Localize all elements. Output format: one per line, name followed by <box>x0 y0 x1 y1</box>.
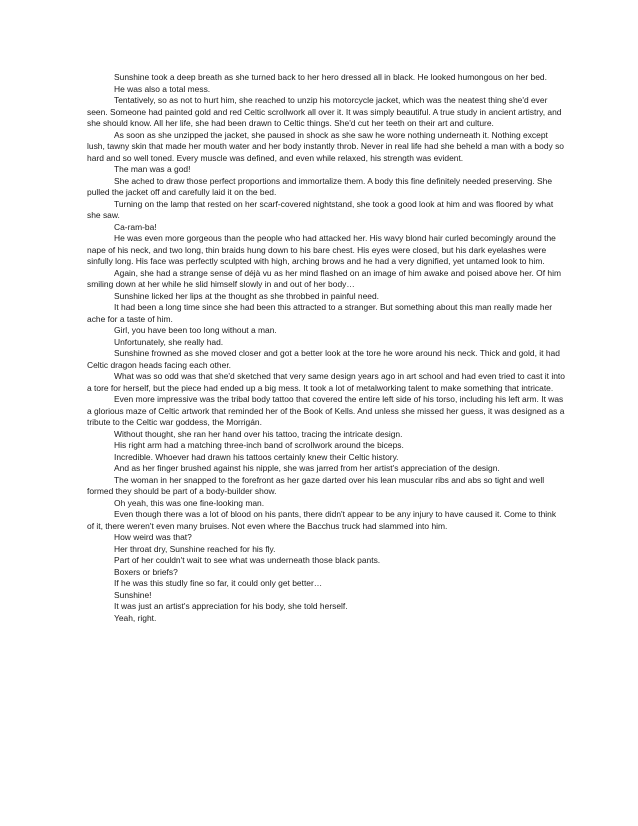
paragraph: Her throat dry, Sunshine reached for his fly. <box>114 543 276 554</box>
paragraph: He was also a total mess. <box>114 83 211 94</box>
paragraph: Sunshine licked her lips at the thought as she throbbed in painful need. <box>114 290 380 301</box>
paragraph: Sunshine! <box>114 589 152 600</box>
paragraph: He was even more gorgeous than the people who had attacked her. His wavy blond hair curled becomingly around the nape of his neck, and two long, thin braids hung down to his bare chest. His eyes were closed, but his dark eyelashes were sinfully long. His face was perfectly sculpted with high, arching brows and he had a very dignified, yet untamed look to him. <box>87 233 556 266</box>
paragraph: It was just an artist's appreciation for his body, she told herself. <box>114 601 348 611</box>
paragraph: Ca-ram-ba! <box>114 221 157 232</box>
paragraph: Yeah, right. <box>114 612 157 623</box>
paragraph: His right arm had a matching three-inch band of scrollwork around the biceps. <box>114 440 404 450</box>
paragraph: What was so odd was that she'd sketched that very same design years ago in art school and had even tried to cast it into a tore for herself, but the piece had ended up a big mess. It took a lot of metalworking talent to make something that intricate. <box>87 371 565 393</box>
paragraph: The woman in her snapped to the forefront as her gaze darted over his lean muscular ribs and abs so tight and well formed they should be part of a body-builder show. <box>87 474 545 496</box>
paragraph: It had been a long time since she had been this attracted to a stranger. But something about this man really made her ache for a taste of him. <box>87 302 553 324</box>
paragraph: Sunshine frowned as she moved closer and got a better look at the tore he wore around his neck. Thick and gold, it had Celtic dragon heads facing each other. <box>87 348 560 370</box>
paragraph: Even more impressive was the tribal body tattoo that covered the entire left side of his torso, including his left arm. It was a glorious maze of Celtic artwork that reminded her of the Book of Kells. And unless she missed her guess, it was designed as a tribute to the Celtic war goddess, the Morrigán. <box>87 394 565 427</box>
document-page <box>87 72 565 624</box>
paragraph: Incredible. Whoever had drawn his tattoos certainly knew their Celtic history. <box>114 451 399 462</box>
paragraph: And as her finger brushed against his nipple, she was jarred from her artist's appreciation of the design. <box>114 463 500 473</box>
paragraph: If he was this studly fine so far, it could only get better… <box>114 578 323 588</box>
paragraph: She ached to draw those perfect proportions and immortalize them. A body this fine definitely needed preserving. She pulled the jacket off and carefully laid it on the bed. <box>87 175 553 197</box>
paragraph: How weird was that? <box>114 532 192 542</box>
paragraph: The man was a god! <box>114 164 191 174</box>
paragraph: Girl, you have been too long without a man. <box>114 325 277 335</box>
paragraph: Without thought, she ran her hand over his tattoo, tracing the intricate design. <box>114 428 403 439</box>
paragraph: Part of her couldn't wait to see what was underneath those black pants. <box>114 555 381 565</box>
paragraph: Unfortunately, she really had. <box>114 336 224 347</box>
paragraph: Again, she had a strange sense of déjà vu as her mind flashed on an image of him awake and poised above her. Of him smiling down at her while he slid himself slowly in and out of her body… <box>87 267 561 289</box>
paragraph: Boxers or briefs? <box>114 566 178 577</box>
paragraph: As soon as she unzipped the jacket, she paused in shock as she saw he wore nothing underneath it. Nothing except lush, tawny skin that made her mouth water and her body instantly throb. Never in real life had she beheld a man with a body so hard and so well toned. Every muscle was defined, and even while relaxed, his strength was evident. <box>87 129 564 163</box>
paragraph: Sunshine took a deep breath as she turned back to her hero dressed all in black. He looked humongous on her bed. <box>114 72 547 82</box>
paragraph: Tentatively, so as not to hurt him, she reached to unzip his motorcycle jacket, which was the neatest thing she'd ever seen. Someone had painted gold and red Celtic scrollwork all over it. It was simply beautiful. A true study in ancient artistry, and she should know. All her life, she had been drawn to Celtic things. She'd cut her teeth on their art and culture. <box>87 95 562 128</box>
paragraph: Even though there was a lot of blood on his pants, there didn't appear to be any injury to have caused it. Come to think of it, there weren't even many bruises. Not even where the Bacchus truck had slammed into him. <box>87 509 557 531</box>
paragraph: Oh yeah, this was one fine-looking man. <box>114 497 265 508</box>
paragraph: Turning on the lamp that rested on her scarf-covered nightstand, she took a good look at him and was floored by what she saw. <box>87 198 554 220</box>
